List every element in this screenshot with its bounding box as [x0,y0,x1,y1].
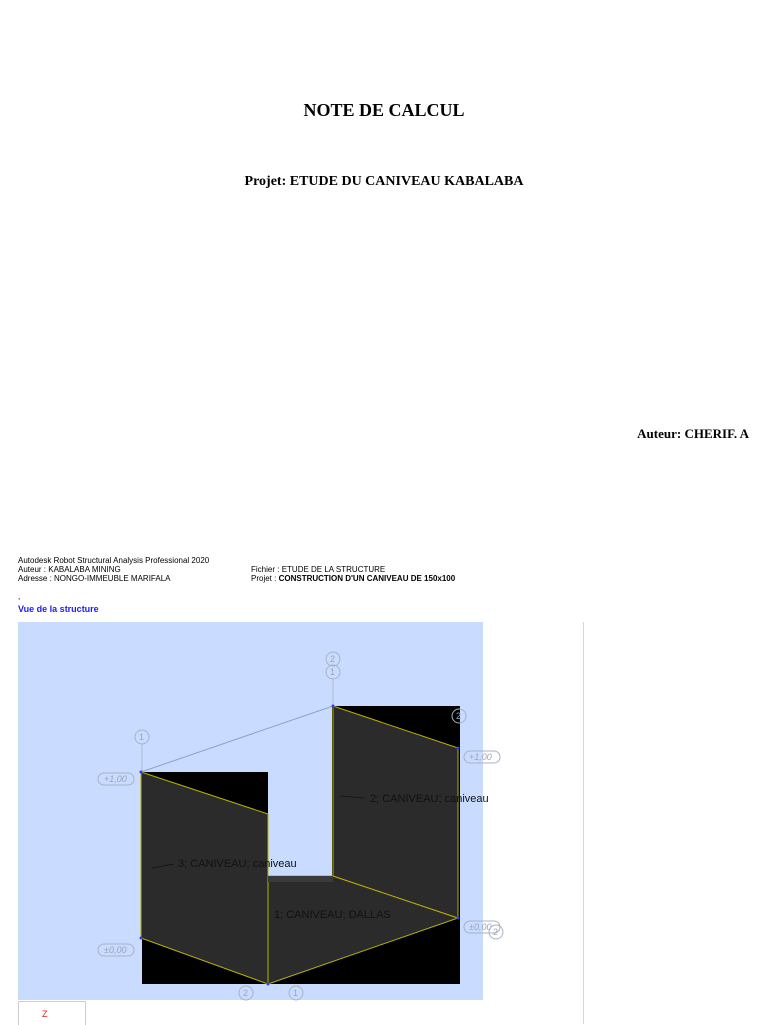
report-address-label: Adresse : [18,574,52,583]
node-marker [332,705,335,708]
level-tag: ±0,00 [104,945,127,955]
report-project [251,574,455,583]
panel-2-label: 2; CANIVEAU; caniveau [370,793,489,805]
grid-tag: 2 [330,654,336,664]
document-title: NOTE DE CALCUL [303,100,465,120]
level-tag: +1,00 [104,774,127,784]
report-address [18,574,171,583]
report-author [18,565,121,574]
grid-tag: 1 [293,988,299,998]
report-address-value: NONGO-IMMEUBLE MARIFALA [54,574,171,583]
report-project-label: Projet : [251,574,277,583]
grid-tag: 1 [330,667,336,677]
node-marker [267,983,270,986]
grid-tag: 2 [493,927,499,937]
document-author: Auteur: CHERIF. A [637,426,749,441]
grid-tag: 2 [456,711,462,721]
report-comma: , [18,592,21,601]
node-marker [457,747,460,750]
axis-indicator [18,1001,86,1025]
panel-1-edge [268,876,333,882]
node-marker [140,937,143,940]
report-file-label: Fichier : [251,565,280,574]
report-author-label: Auteur : [18,565,47,574]
node-marker [140,771,143,774]
document-project: Projet: ETUDE DU CANIVEAU KABALABA [244,174,524,189]
page-divider [583,622,584,1024]
axis-z-label: Z [42,1009,48,1019]
panel-1-label: 1; CANIVEAU; DALLAS [274,909,391,921]
grid-tag: 2 [243,988,249,998]
software-name: Autodesk Robot Structural Analysis Professional 2020 [18,556,210,565]
report-file [251,565,385,574]
structure-view [18,622,499,1000]
panel-3-label: 3; CANIVEAU; caniveau [178,858,297,870]
report-author-value: KABALABA MINING [48,565,121,574]
level-tag: +1,00 [469,752,492,762]
level-tag: ±0,00 [469,922,492,932]
node-marker [457,917,460,920]
report-project-value: CONSTRUCTION D'UN CANIVEAU DE 150x100 [278,574,456,583]
view-label: Vue de la structure [18,604,99,614]
grid-tag: 1 [139,732,145,742]
report-file-value: ETUDE DE LA STRUCTURE [281,565,386,574]
